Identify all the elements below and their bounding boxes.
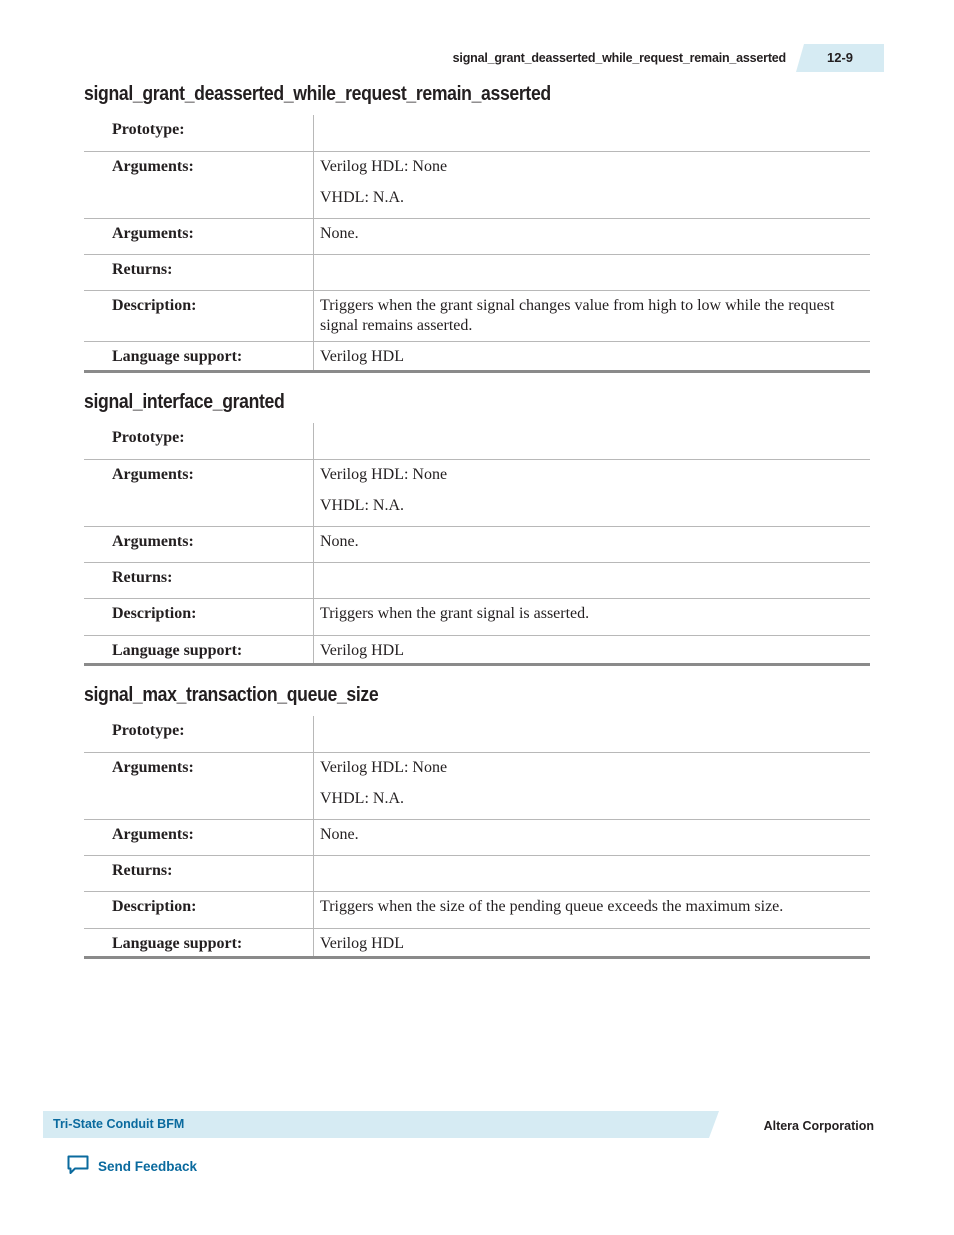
row-value: None. — [320, 825, 359, 843]
row-label: Prototype: — [112, 429, 185, 446]
row-label: Returns: — [112, 260, 173, 278]
table-row — [84, 526, 870, 562]
table-row — [84, 562, 870, 598]
api-table — [84, 115, 870, 373]
row-label: Prototype: — [112, 121, 185, 138]
row-label: Returns: — [112, 568, 173, 586]
table-row — [84, 819, 870, 855]
row-label: Arguments: — [112, 532, 194, 550]
row-label: Arguments: — [112, 758, 194, 776]
row-value: Verilog HDL — [320, 934, 404, 952]
row-label: Description: — [112, 897, 197, 915]
row-value — [320, 856, 870, 861]
table-row — [84, 752, 870, 819]
row-label: Arguments: — [112, 157, 194, 175]
table-row — [84, 151, 870, 218]
send-feedback-link[interactable] — [66, 1154, 197, 1179]
table-row — [84, 218, 870, 254]
section-title: signal_max_transaction_queue_size — [84, 683, 379, 706]
page-number: 12-9 — [826, 50, 854, 65]
api-table — [84, 423, 870, 666]
table-row — [84, 891, 870, 928]
row-value: Verilog HDL: None — [320, 758, 448, 776]
api-table — [84, 716, 870, 959]
row-label: Prototype: — [112, 722, 185, 739]
row-value — [320, 716, 870, 721]
row-value: Triggers when the grant signal changes value from high to low while the request signal remains asserted. — [320, 296, 835, 334]
row-value: Verilog HDL — [320, 641, 404, 659]
row-value: Verilog HDL: None — [320, 465, 448, 483]
row-label: Description: — [112, 296, 197, 314]
row-label: Language support: — [112, 641, 243, 659]
table-row — [84, 290, 870, 341]
row-value — [320, 563, 870, 568]
row-value: VHDL: N.A. — [320, 188, 404, 206]
row-label: Language support: — [112, 347, 243, 365]
row-label: Arguments: — [112, 825, 194, 843]
row-value: None. — [320, 224, 359, 242]
row-label: Returns: — [112, 861, 173, 879]
row-value — [320, 423, 870, 428]
running-title: signal_grant_deasserted_while_request_remain_asserted — [452, 51, 786, 65]
send-feedback-label: Send Feedback — [98, 1159, 198, 1174]
row-value: Triggers when the grant signal is asserted. — [320, 604, 590, 622]
row-value: Triggers when the size of the pending queue exceeds the maximum size. — [320, 897, 784, 915]
row-label: Language support: — [112, 934, 243, 952]
table-row — [84, 635, 870, 664]
row-value — [320, 255, 870, 260]
row-label: Description: — [112, 604, 197, 622]
section-title: signal_interface_granted — [84, 390, 285, 413]
row-value: None. — [320, 532, 359, 550]
section-title: signal_grant_deasserted_while_request_remain_asserted — [84, 82, 551, 105]
row-value: VHDL: N.A. — [320, 496, 404, 514]
table-row — [84, 423, 870, 459]
table-row — [84, 855, 870, 891]
row-value — [320, 115, 870, 120]
table-row — [84, 716, 870, 752]
table-row — [84, 254, 870, 290]
row-value: VHDL: N.A. — [320, 789, 404, 807]
table-row — [84, 341, 870, 371]
row-label: Arguments: — [112, 465, 194, 483]
table-row — [84, 115, 870, 151]
speech-bubble-icon — [66, 1154, 90, 1179]
table-row — [84, 459, 870, 526]
footer-chapter-title: Tri-State Conduit BFM — [53, 1117, 185, 1131]
table-row — [84, 928, 870, 957]
footer-company: Altera Corporation — [763, 1119, 874, 1133]
row-value: Verilog HDL: None — [320, 157, 448, 175]
table-row — [84, 598, 870, 635]
row-label: Arguments: — [112, 224, 194, 242]
row-value: Verilog HDL — [320, 347, 404, 365]
